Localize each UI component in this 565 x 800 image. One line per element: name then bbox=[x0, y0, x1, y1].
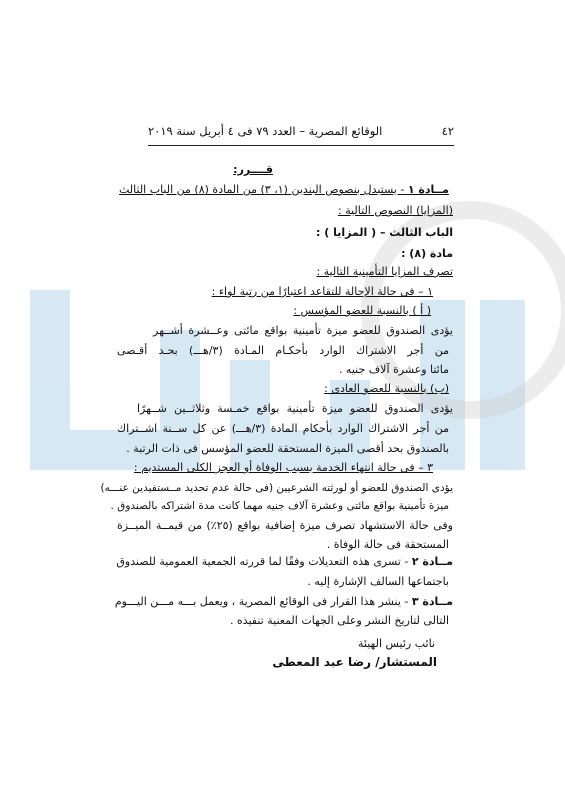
item-1a-para-line-1: يؤدى الصندوق للعضو ميزة تأمينية بواقع مائتى وعــشرة أشــهر bbox=[153, 324, 453, 337]
item-1-heading: ١ – فى حالة الإحالة للتقاعد اعتبارًا من رتبة لواء : bbox=[211, 285, 433, 298]
article-1-line-1 bbox=[117, 182, 449, 198]
item-3-para-line-2: ميزة تأمينية بواقع مائتى وعشرة آلاف جنيه مهما كانت مدة اشتراكه بالصندوق . bbox=[110, 500, 449, 512]
signatory-name: المستشار/ رضا عبد المعطى bbox=[272, 655, 437, 669]
chapter-heading: الباب الثالث – ( المزايا ) : bbox=[316, 226, 453, 239]
signatory-role: نائب رئيس الهيئة bbox=[358, 637, 435, 650]
item-1a-para-line-3: مائتا وعشرة آلاف جنيه . bbox=[338, 363, 449, 376]
item-3-para-line-1: يؤدى الصندوق للعضو أو لورثته الشرعيين (فى حالة عدم تحديد مــستفيدين عنـــه) bbox=[100, 482, 453, 494]
article-8-heading: مادة (٨) : bbox=[401, 247, 453, 260]
item-1a-para-line-2: من أجر الاشتراك الوارد بأحكـام المـادة (٣/هـــ) بحـد أقـصى bbox=[117, 344, 449, 357]
article-3-line-1 bbox=[114, 594, 453, 610]
article-2-line-2: باجتماعها السالف الإشارة إليه . bbox=[307, 575, 449, 588]
item-1b-para-line-3: بالصندوق بحد أقصى الميزة المستحقة للعضو المؤسس فى ذات الرتبة . bbox=[126, 442, 449, 455]
article-1-text-a: - يستبدل بنصوص البندين (١، ٣) من المادة (٨) من الباب الثالث bbox=[119, 183, 408, 196]
article-3-line-2: التالى لتاريخ النشر وعلى الجهات المعنية تنفيذه . bbox=[229, 614, 449, 627]
article-2-label: مــادة ٢ bbox=[411, 555, 453, 568]
item-1a-heading: ( أ ) بالنسبة للعضو المؤسس : bbox=[293, 304, 431, 317]
decision-heading: قــــرر: bbox=[233, 163, 273, 176]
header-rule bbox=[148, 145, 454, 146]
item-1b-para-line-2: من أجر الاشتراك الوارد بأحكام المادة (٣/هـــ) عن كل ســنة اشــتراك bbox=[117, 422, 449, 435]
article-2-text-a: - تسرى هذه التعديلات وفقًا لما قررته الجمعية العمومية للصندوق bbox=[116, 555, 412, 568]
item-1b-heading: (ب) بالنسبة للعضو العادى : bbox=[324, 382, 449, 395]
item-3-heading: ٣ – فى حالة انتهاء الخدمة بسبب الوفاة أو العجز الكلى المستديم : bbox=[133, 461, 433, 474]
gazette-issue-title: الوقائع المصرية – العدد ٧٩ فى ٤ أبريل سنة ٢٠١٩ bbox=[148, 124, 383, 138]
item-3-para-line-4: المستحقة فى حالة الوفاة . bbox=[326, 538, 449, 551]
benefits-intro: تصرف المزايا التأمينية التالية : bbox=[316, 265, 453, 278]
article-1-label: مــادة ١ bbox=[407, 183, 449, 196]
article-3-label: مــادة ٣ bbox=[411, 595, 453, 608]
article-2-line-1 bbox=[117, 554, 453, 570]
article-1-line-2: (المزايا) النصوص التالية : bbox=[338, 204, 453, 217]
item-3-para-line-3: وفى حالة الاستشهاد تصرف ميزة إضافية بواقع (٢٥٪) من قيمــة الميــزة bbox=[117, 519, 453, 532]
article-3-text-a: - ينشر هذا القرار فى الوقائع المصرية ، ويعمل بـــه مـــن اليـــوم bbox=[114, 595, 412, 608]
page-header bbox=[148, 124, 454, 144]
page-number: ٤٢ bbox=[441, 124, 454, 138]
item-1b-para-line-1: يؤدى الصندوق للعضو ميزة تأمينية بواقع خمـسة وثلاثــين شــهرًا bbox=[137, 402, 453, 415]
